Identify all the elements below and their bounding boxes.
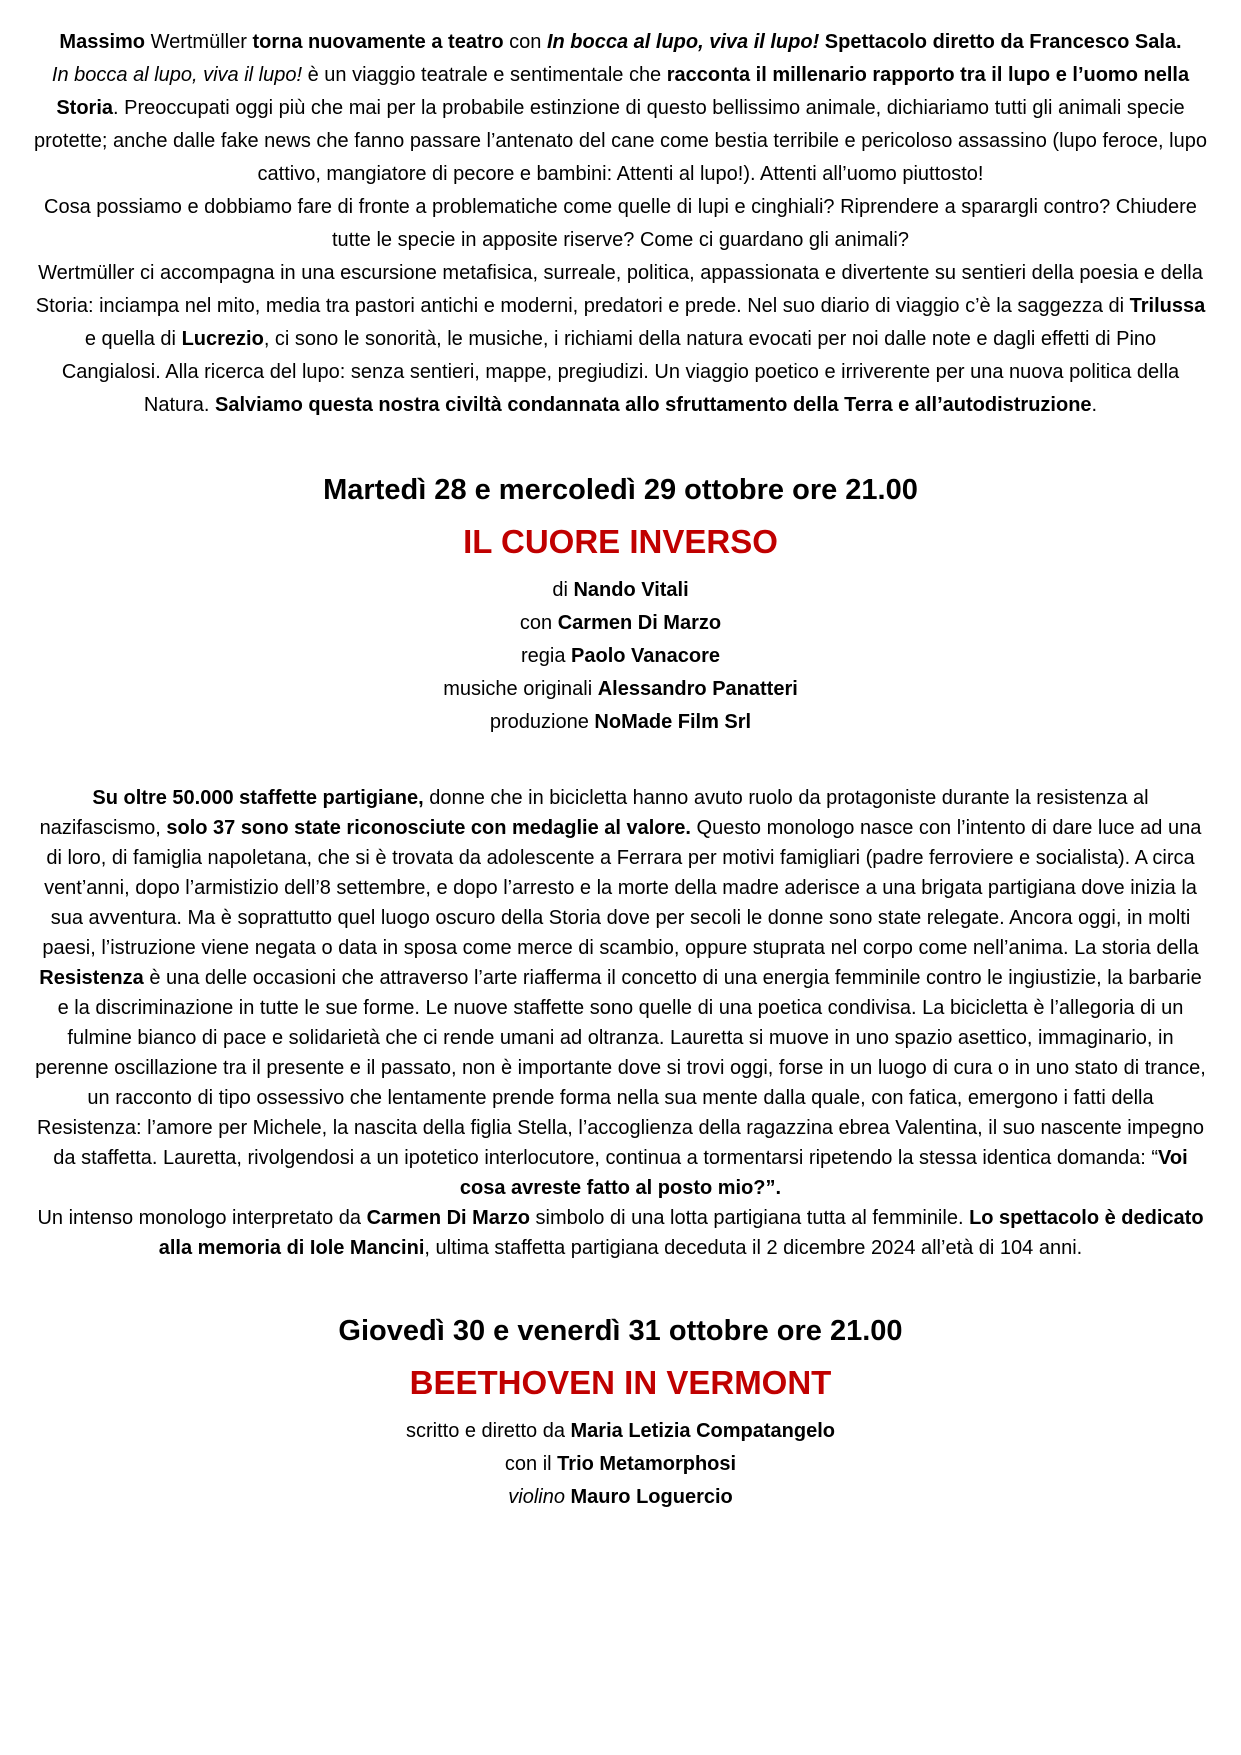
intro-paragraph: Cosa possiamo e dobbiamo fare di fronte a problematiche come quelle di lupi e cinghiali? Riprendere a sparargli contro? Chiudere tutte le specie in apposite riserve? Come ci guardano gli animali? (44, 196, 1197, 251)
show-description (33, 783, 1208, 1263)
credit-line-violin: violino Mauro Loguercio (508, 1486, 733, 1508)
description-paragraph: Su oltre 50.000 staffette partigiane, donne che in bicicletta hanno avuto ruolo da protagoniste durante la resistenza al nazifascismo, solo 37 sono state riconosciute con medaglie al valore. Questo monologo nasce con l’intento di dare luce ad una di loro, di famiglia napoletana, che si è trovata da adolescente a Ferrara per motivi famigliari (padre ferroviere e socialista). A circa vent’anni, dopo l’armistizio dell’8 settembre, e dopo l’arresto e la morte della madre aderisce a una brigata partigiana dove inizia la sua avventura. Ma è soprattutto quel luogo oscuro della Storia dove per secoli le donne sono state relegate. Ancora oggi, in molti paesi, l’istruzione viene negata o data in sposa come merce di scambio, oppure stuprata nel corpo come nell’anima. La storia della Resistenza è una delle occasioni che attraverso l’arte riafferma il concetto di una energia femminile contro le ingiustizie, la barbarie e la discriminazione in tutte le sue forme. Le nuove staffette sono quelle di una poetica condivisa. La bicicletta è l’allegoria di un fulmine bianco di pace e solidarietà che ci rende umani ad oltranza. Lauretta si muove in uno spazio asettico, immaginario, in perenne oscillazione tra il presente e il passato, non è importante dove si trovi oggi, forse in un luogo di cura o in uno stato di trance, un racconto di tipo ossessivo che lentamente prende forma nella sua mente dalla quale, con fatica, emergono i fatti della Resistenza: l’amore per Michele, la nascita della figlia Stella, l’accoglienza della ragazzina ebrea Valentina, il suo nascente impegno da staffetta. Lauretta, rivolgendosi a un ipotetico interlocutore, continua a tormentarsi ripetendo la stessa identica domanda: “Voi cosa avreste fatto al posto mio?”. (35, 787, 1206, 1199)
show-title: IL CUORE INVERSO (463, 523, 778, 560)
event-date-heading: Giovedì 30 e venerdì 31 ottobre ore 21.00 (338, 1315, 903, 1347)
event-beethoven-in-vermont (33, 1311, 1208, 1514)
credit-line-ensemble: con il Trio Metamorphosi (504, 1453, 737, 1475)
credits-block (33, 574, 1208, 739)
intro-paragraph: Wertmüller ci accompagna in una escursione metafisica, surreale, politica, appassionata e divertente su sentieri della poesia e della Storia: inciampa nel mito, media tra pastori antichi e moderni, predatori e prede. Nel suo diario di viaggio c’è la saggezza di Trilussa e quella di Lucrezio, ci sono le sonorità, le musiche, i richiami della natura evocati per noi dalle note e dagli effetti di Pino Cangialosi. Alla ricerca del lupo: senza sentieri, mappe, pregiudizi. Un viaggio poetico e irriverente per una nuova politica della Natura. Salviamo questa nostra civiltà condannata allo sfruttamento della Terra e all’autodistruzione. (35, 262, 1206, 416)
intro-paragraph: Massimo Wertmüller torna nuovamente a teatro con In bocca al lupo, viva il lupo! Spettacolo diretto da Francesco Sala. (59, 31, 1182, 53)
credit-line-director: regia Paolo Vanacore (521, 645, 720, 667)
event-date-heading: Martedì 28 e mercoledì 29 ottobre ore 21.00 (323, 474, 918, 506)
intro-section (33, 26, 1208, 422)
credit-line-cast: con Carmen Di Marzo (519, 612, 722, 634)
description-paragraph: Un intenso monologo interpretato da Carmen Di Marzo simbolo di una lotta partigiana tutta al femminile. Lo spettacolo è dedicato alla memoria di Iole Mancini, ultima staffetta partigiana deceduta il 2 dicembre 2024 all’età di 104 anni. (37, 1207, 1204, 1259)
credit-line-music: musiche originali Alessandro Panatteri (443, 678, 798, 700)
show-title: BEETHOVEN IN VERMONT (409, 1364, 832, 1401)
credit-line-production: produzione NoMade Film Srl (489, 711, 752, 733)
intro-paragraph: In bocca al lupo, viva il lupo! è un viaggio teatrale e sentimentale che racconta il millenario rapporto tra il lupo e l’uomo nella Storia. Preoccupati oggi più che mai per la probabile estinzione di questo bellissimo animale, dichiariamo tutti gli animali specie protette; anche dalle fake news che fanno passare l’antenato del cane come bestia terribile e pericoloso assassino (lupo feroce, lupo cattivo, mangiatore di pecore e bambini: Attenti al lupo!). Attenti all’uomo piuttosto! (34, 64, 1207, 185)
credit-line-author: di Nando Vitali (552, 579, 689, 601)
credits-block (33, 1415, 1208, 1514)
credit-line-author-director: scritto e diretto da Maria Letizia Compatangelo (405, 1420, 836, 1442)
event-il-cuore-inverso (33, 470, 1208, 1263)
